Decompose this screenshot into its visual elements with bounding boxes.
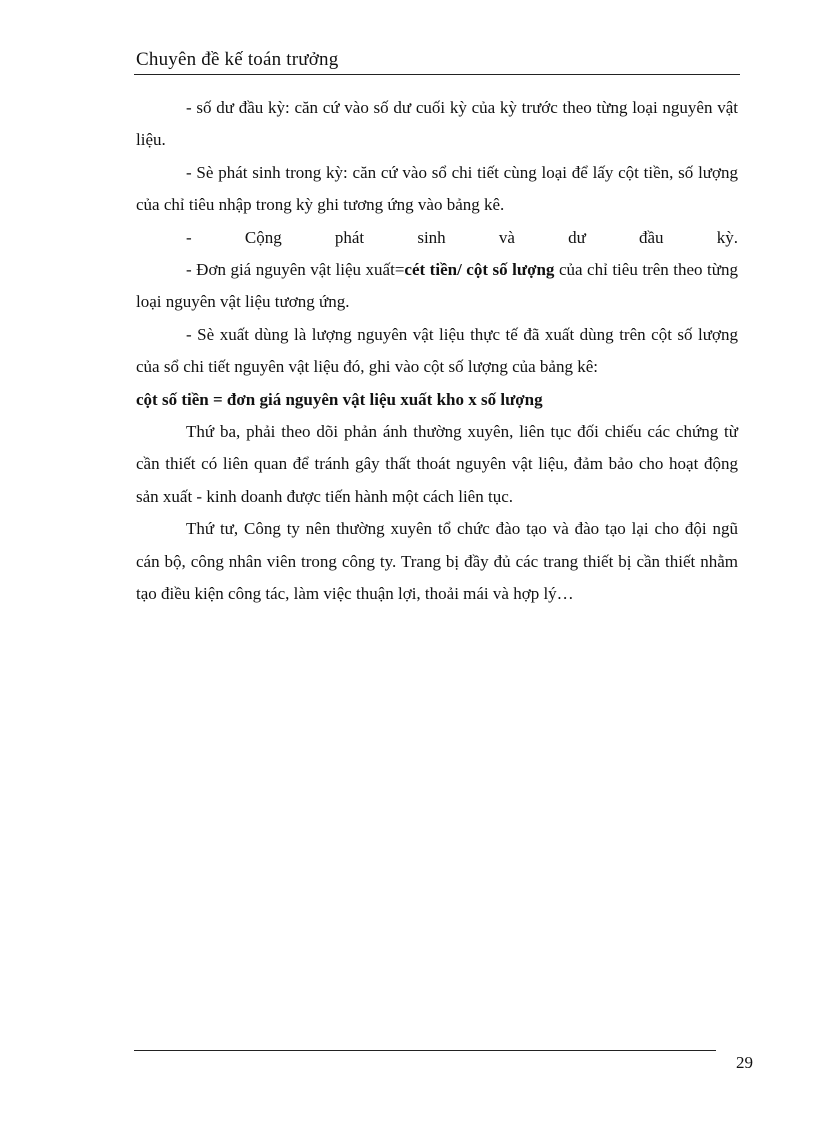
unit-price-formula: cét tiền/ cột số lượng (404, 260, 555, 280)
amount-formula-text: cột số tiền = đơn giá nguyên vật liệu xuất kho x số lượng (136, 389, 543, 409)
unit-price-text-rest: của chỉ tiêu trên theo từng loại nguyên vật liệu tương ứng. (136, 260, 738, 312)
amount-formula (136, 384, 738, 416)
page-header-title: Chuyên đề kế toán trưởng (136, 49, 339, 70)
paragraph-period-increase: - Sè phát sinh trong kỳ: căn cứ vào sổ chi tiết cùng loại để lấy cột tiền, số lượng của chỉ tiêu nhập trong kỳ ghi tương ứng vào bảng kê. (136, 162, 738, 215)
paragraph-third: Thứ ba, phải theo dõi phản ánh thường xuyên, liên tục đối chiếu các chứng từ cần thiết có liên quan để tránh gây thất thoát nguyên vật liệu, đảm bảo cho hoạt động sản xuất - kinh doanh được tiến hành một cách liên tục. (136, 422, 738, 506)
footer-divider (134, 1050, 716, 1051)
unit-price-text: - Đơn giá nguyên vật liệu xuất= (186, 260, 405, 280)
paragraph-fourth: Thứ tư, Công ty nên thường xuyên tổ chức đào tạo và đào tạo lại cho đội ngũ cán bộ, công nhân viên trong công ty. Trang bị đầy đủ các trang thiết bị cần thiết nhằm tạo điều kiện công tác, làm việc thuận lợi, thoải mái và hợp lý… (136, 519, 738, 604)
paragraph-total: - Cộng phát sinh và dư đầu kỳ. (186, 227, 738, 247)
document-body (136, 92, 738, 611)
paragraph-opening-balance: - số dư đầu kỳ: căn cứ vào số dư cuối kỳ của kỳ trước theo từng loại nguyên vật liệu. (136, 98, 738, 150)
paragraph-unit-price (136, 254, 738, 319)
page-number: 29 (736, 1053, 753, 1072)
header-divider (134, 74, 740, 75)
paragraph-issued-quantity: - Sè xuất dùng là lượng nguyên vật liệu thực tế đã xuất dùng trên cột số lượng của sổ chi tiết nguyên vật liệu đó, ghi vào cột số lượng của bảng kê: (136, 324, 738, 377)
